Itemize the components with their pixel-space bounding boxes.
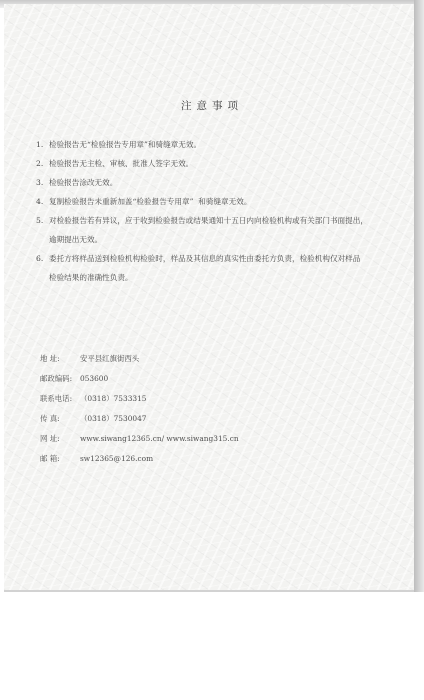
contact-address	[40, 349, 400, 369]
notice-number: 1.	[36, 140, 44, 149]
notice-item	[36, 173, 396, 192]
notice-text: 检验报告涂改无效。	[49, 178, 118, 187]
page-title: 注意事项	[181, 100, 243, 112]
notice-item	[36, 135, 396, 154]
contact-label: 邮政编码:	[40, 374, 73, 383]
notice-text: 对检验报告若有异议，应于收到检验报告或结果通知十五日内向检验机构或有关部门书面提出， 逾期提出无效。	[49, 216, 368, 244]
contact-email	[40, 449, 400, 469]
contact-label: 邮 箱:	[40, 454, 60, 463]
contact-value: sw12365@126.com	[80, 454, 154, 463]
notice-item	[36, 154, 396, 173]
notice-item	[36, 192, 396, 211]
contact-value: （0318）7530047	[80, 414, 147, 423]
notice-item	[36, 249, 396, 287]
notice-number: 2.	[36, 159, 44, 168]
contact-info	[40, 349, 400, 469]
notice-number: 3.	[36, 178, 44, 187]
notice-number: 6.	[36, 254, 44, 263]
contact-phone	[40, 389, 400, 409]
contact-value: （0318）7533315	[80, 394, 147, 403]
contact-value: www.siwang12365.cn/ www.siwang315.cn	[80, 434, 239, 443]
contact-label: 联系电话:	[40, 394, 73, 403]
document-page	[4, 4, 416, 592]
contact-value: 安平县红旗街西头	[80, 354, 140, 363]
contact-fax	[40, 409, 400, 429]
contact-website	[40, 429, 400, 449]
contact-label: 传 真:	[40, 414, 60, 423]
notice-number: 5.	[36, 216, 44, 225]
notice-list	[36, 135, 396, 287]
contact-value: 053600	[80, 374, 109, 383]
notice-text: 复制检验报告未重新加盖“检验报告专用章” 和骑缝章无效。	[49, 197, 252, 206]
notice-text: 检验报告无主检、审核、批准人签字无效。	[49, 159, 194, 168]
contact-label: 网 址:	[40, 434, 60, 443]
contact-label: 地 址:	[40, 354, 60, 363]
notice-number: 4.	[36, 197, 44, 206]
notice-item	[36, 211, 396, 249]
notice-text: 委托方将样品送到检验机构检验时，样品及其信息的真实性由委托方负责，检验机构仅对样品 检验结果的准确性负责。	[49, 254, 361, 282]
contact-postcode	[40, 369, 400, 389]
scan-right-edge	[414, 0, 424, 592]
notice-text: 检验报告无“检验报告专用章”和骑缝章无效。	[49, 140, 202, 149]
